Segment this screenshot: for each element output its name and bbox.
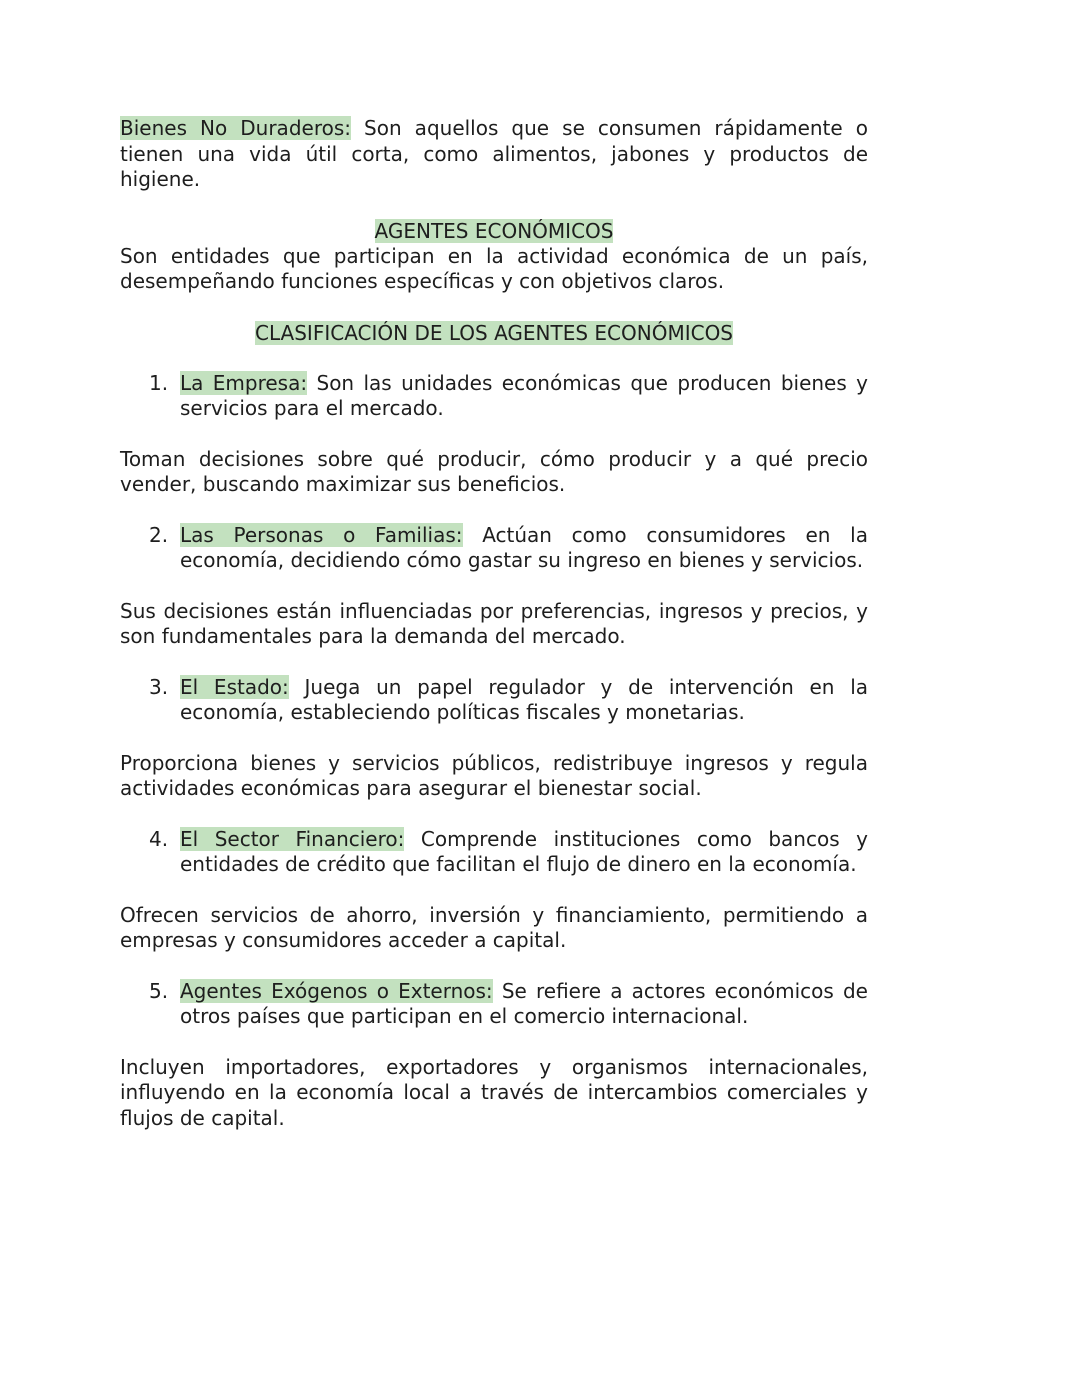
list-item-term: Agentes Exógenos o Externos: xyxy=(180,978,493,1003)
section-title-agentes: AGENTES ECONÓMICOS xyxy=(374,218,614,243)
list-item-term: Las Personas o Familias: xyxy=(180,522,463,547)
list-item xyxy=(120,827,868,878)
list-item-detail: Incluyen importadores, exportadores y organismos internacionales, influyendo en la economía local a través de intercambios comerciales y flujos de capital. xyxy=(120,1054,868,1130)
list-item-detail: Sus decisiones están influenciadas por preferencias, ingresos y precios, y son fundamentales para la demanda del mercado. xyxy=(120,598,868,648)
list-item-detail: Toman decisiones sobre qué producir, cómo producir y a qué precio vender, buscando maximizar sus beneficios. xyxy=(120,446,868,496)
list-item-number: 1. xyxy=(149,370,169,395)
list-item xyxy=(120,675,868,726)
list-item-text: Son las unidades económicas que producen bienes y servicios para el mercado. xyxy=(180,370,869,420)
list-item xyxy=(120,523,868,574)
list-item-text: Se refiere a actores económicos de otros países que participan en el comercio internacional. xyxy=(180,978,868,1028)
list-item-number: 4. xyxy=(149,826,169,851)
list-item-term: El Estado: xyxy=(180,674,289,699)
list-item-term: La Empresa: xyxy=(180,370,308,395)
list-item-number: 3. xyxy=(149,674,169,699)
list-item-detail: Ofrecen servicios de ahorro, inversión y financiamiento, permitiendo a empresas y consumidores acceder a capital. xyxy=(120,902,868,952)
list-item xyxy=(120,979,868,1030)
list-item-detail: Proporciona bienes y servicios públicos, redistribuye ingresos y regula actividades económicas para asegurar el bienestar social. xyxy=(120,750,868,800)
document-page xyxy=(120,116,868,1131)
section-text-agentes: Son entidades que participan en la actividad económica de un país, desempeñando funciones específicas y con objetivos claros. xyxy=(120,243,868,293)
list-item-text: Juega un papel regulador y de intervención en la economía, estableciendo políticas fiscales y monetarias. xyxy=(180,674,869,724)
list-item-number: 5. xyxy=(149,978,169,1003)
list-item-text: Actúan como consumidores en la economía, decidiendo cómo gastar su ingreso en bienes y servicios. xyxy=(180,522,868,572)
list-item-term: El Sector Financiero: xyxy=(180,826,405,851)
list-item xyxy=(120,371,868,422)
intro-paragraph xyxy=(120,116,868,193)
list-item-text: Comprende instituciones como bancos y entidades de crédito que facilitan el flujo de dinero en la economía. xyxy=(180,826,868,876)
intro-text: Son aquellos que se consumen rápidamente o tienen una vida útil corta, como alimentos, jabones y productos de higiene. xyxy=(120,116,868,191)
intro-term: Bienes No Duraderos: xyxy=(120,116,351,140)
section-title-clasificacion: CLASIFICACIÓN DE LOS AGENTES ECONÓMICOS xyxy=(254,320,734,345)
list-item-number: 2. xyxy=(149,522,169,547)
